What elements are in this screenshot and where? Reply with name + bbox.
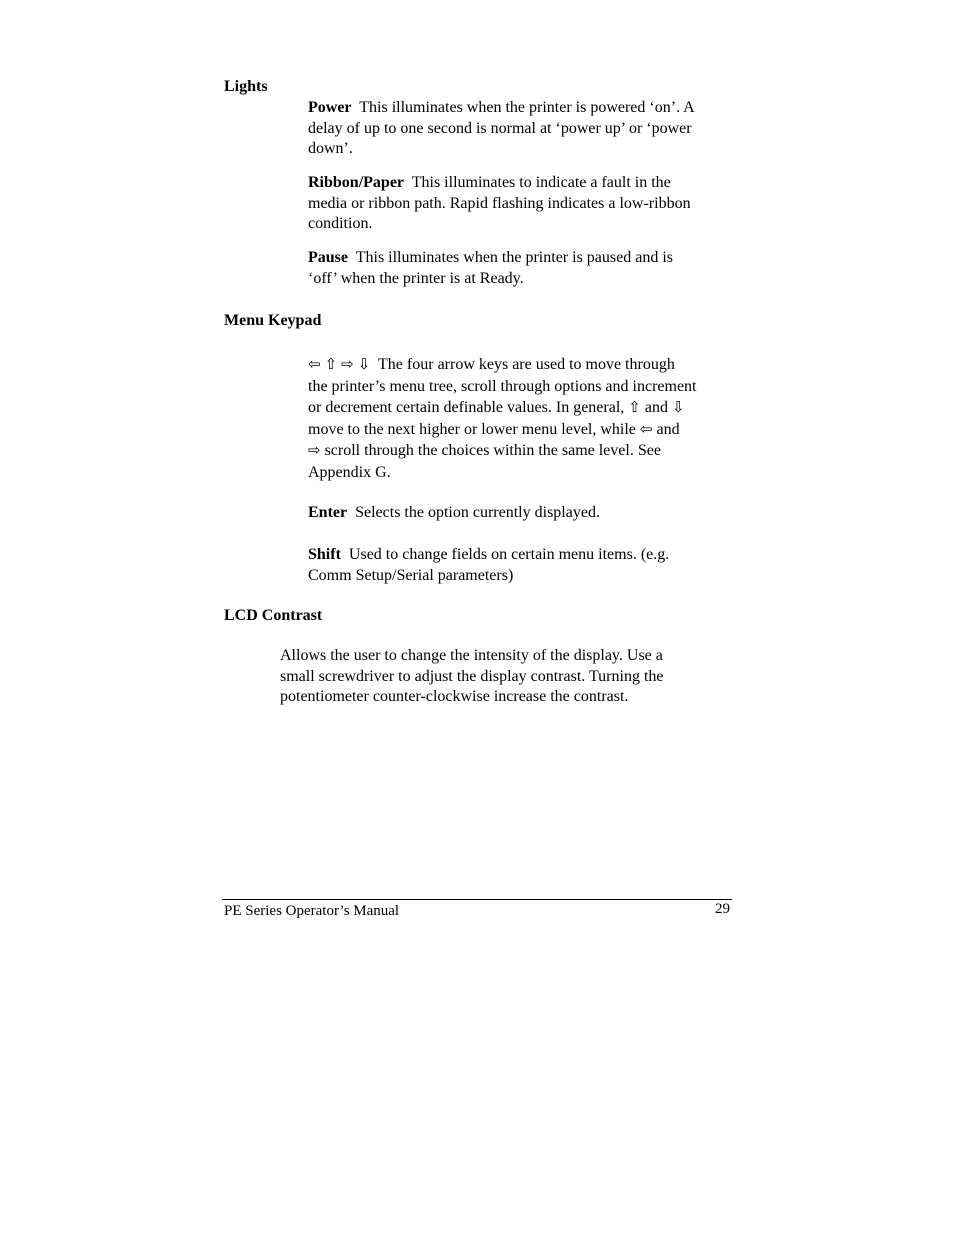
power-description — [308, 98, 738, 160]
pause-term: Pause — [308, 249, 348, 266]
down-arrow-icon: ⇩ — [671, 398, 685, 416]
lcd-line-1: Allows the user to change the intensity of the display. Use a — [280, 647, 663, 664]
shift-line-1: Used to change fields on certain menu items. (e.g. — [348, 546, 670, 563]
lights-heading: Lights — [224, 78, 268, 95]
enter-term: Enter — [308, 504, 348, 521]
arrow-line-3a: or decrement certain definable values. In general, — [308, 399, 625, 416]
lcd-line-3: potentiometer counter-clockwise increase the contrast. — [280, 688, 629, 705]
power-term: Power — [308, 99, 352, 116]
ribbon-line-1: This illuminates to indicate a fault in the — [411, 174, 671, 191]
arrow-line-4a: move to the next higher or lower menu level, while — [308, 420, 636, 438]
menu-keypad-heading: Menu Keypad — [224, 312, 322, 329]
shift-term: Shift — [308, 546, 341, 563]
right-arrow-icon: ⇨ — [308, 441, 321, 459]
arrow-line-6: Appendix G. — [308, 463, 391, 481]
arrow-line-3b: and — [644, 399, 668, 416]
down-arrow-icon: ⇩ — [357, 355, 371, 373]
shift-description — [308, 545, 738, 586]
ribbon-paper-description — [308, 173, 738, 235]
enter-text: Selects the option currently displayed. — [355, 504, 600, 521]
footer-manual-title: PE Series Operator’s Manual — [224, 903, 400, 919]
power-line-2: delay of up to one second is normal at ‘power up’ or ‘power — [308, 119, 692, 137]
up-arrow-icon: ⇧ — [628, 398, 641, 416]
ribbon-line-3: condition. — [308, 215, 373, 232]
up-arrow-icon: ⇧ — [324, 355, 338, 373]
arrow-line-2: the printer’s menu tree, scroll through options and increment — [308, 377, 697, 395]
arrow-line-5: scroll through the choices within the same level. See — [324, 442, 661, 459]
arrow-line-1: The four arrow keys are used to move through — [378, 356, 675, 373]
power-line-1: This illuminates when the printer is powered ‘on’. A — [359, 99, 695, 116]
pause-line-1: This illuminates when the printer is paused and is — [355, 249, 673, 266]
left-arrow-icon: ⇦ — [639, 419, 653, 438]
enter-description — [308, 503, 738, 524]
lcd-contrast-description — [280, 646, 740, 708]
right-arrow-icon: ⇨ — [341, 355, 354, 373]
left-arrow-icon: ⇦ — [308, 355, 321, 373]
footer-divider — [222, 899, 732, 900]
ribbon-paper-term: Ribbon/Paper — [308, 174, 405, 191]
lcd-line-2: small screwdriver to adjust the display contrast. Turning the — [280, 667, 664, 685]
lcd-contrast-heading: LCD Contrast — [224, 607, 323, 624]
arrow-keys-description — [308, 354, 748, 483]
pause-line-2: ‘off’ when the printer is at Ready. — [308, 269, 524, 287]
arrow-line-4b: and — [656, 420, 680, 438]
shift-line-2: Comm Setup/Serial parameters) — [308, 566, 514, 584]
power-line-3: down’. — [308, 140, 353, 157]
pause-description — [308, 248, 738, 289]
ribbon-line-2: media or ribbon path. Rapid flashing indicates a low-ribbon — [308, 194, 691, 212]
page-number: 29 — [715, 901, 730, 917]
